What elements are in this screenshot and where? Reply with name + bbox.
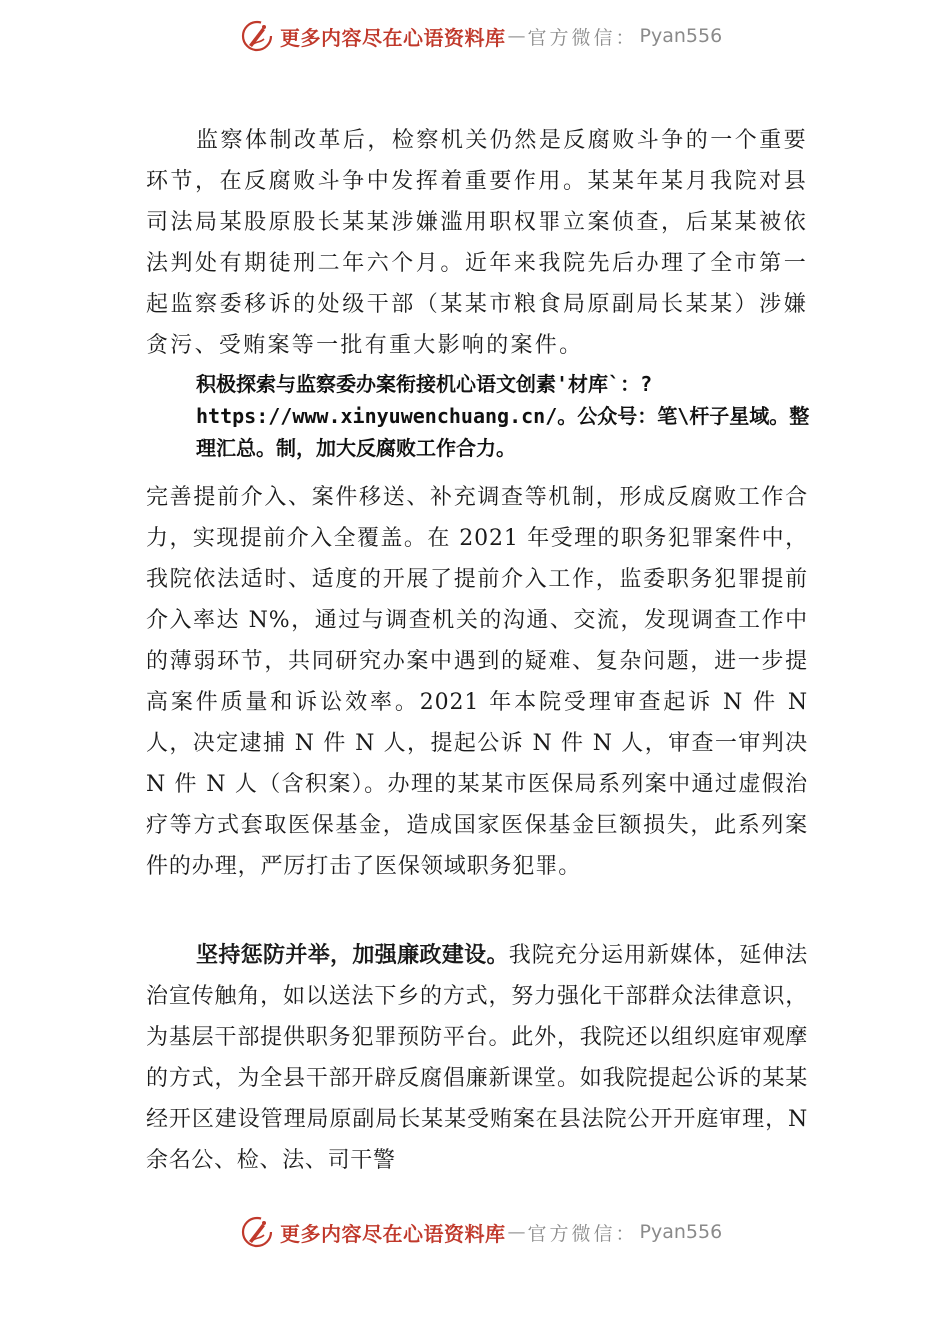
brush-logo-icon (240, 1215, 274, 1249)
brush-logo-icon (240, 19, 274, 53)
banner-official-label: 官方微信： (527, 26, 638, 49)
banner-official-label: 官方微信： (527, 1222, 638, 1245)
banner-dash: — (507, 1221, 526, 1243)
banner-wechat-id: Pyan556 (639, 25, 723, 47)
paragraph-2: 完善提前介入、案件移送、补充调查等机制，形成反腐败工作合力，实现提前介入全覆盖。在 2021 年受理的职务犯罪案件中，我院依法适时、适度的开展了提前介入工作，监委职务犯罪提前介入率达 N%，通过与调查机关的沟通、交流，发现调查工作中的薄弱环节，共同研究办案中遇到的疑难、复杂问题，进一步提高案件质量和诉讼效率。2021 年本院受理审查起诉 N 件 N 人，决定逮捕 N 件 N 人，提起公诉 N 件 N 人，审查一审判决 N 件 N 人（含积案）。办理的某某市医保局系列案中通过虚假治疗等方式套取医保基金，造成国家医保基金巨额损失，此系列案件的办理，严厉打击了医保领域职务犯罪。 (146, 485, 808, 879)
header-banner (240, 16, 722, 56)
paragraph-3-lead: 坚持惩防并举，加强廉政建设。 (196, 943, 509, 968)
banner-dash: — (507, 25, 526, 47)
section-heading-2: 积极探索与监察委办案衔接机心语文创素'材库`：?https://www.xinyuwenchuang.cn/。公众号：笔\杆子星域。整理汇总。制，加大反腐败工作合力。 (196, 372, 810, 460)
paragraph-3-text: 我院充分运用新媒体，延伸法治宣传触角，如以送法下乡的方式，努力强化干部群众法律意识，为基层干部提供职务犯罪预防平台。此外，我院还以组织庭审观摩的方式，为全县干部开辟反腐倡廉新课堂。如我院提起公诉的某某经开区建设管理局原副局长某某受贿案在县法院公开开庭审理，N 余名公、检、法、司干警 (146, 943, 808, 1173)
paragraph-3 (146, 935, 808, 1181)
paragraph-1: 监察体制改革后，检察机关仍然是反腐败斗争的一个重要环节，在反腐败斗争中发挥着重要作用。某某年某月我院对县司法局某股原股长某某涉嫌滥用职权罪立案侦查，后某某被依法判处有期徒刑二年六个月。近年来我院先后办理了全市第一起监察委移诉的处级干部（某某市粮食局原副局长某某）涉嫌贪污、受贿案等一批有重大影响的案件。 (146, 128, 808, 358)
footer-banner (240, 1212, 722, 1252)
banner-brand-text: 更多内容尽在心语资料库 (280, 25, 506, 50)
banner-brand-text: 更多内容尽在心语资料库 (280, 1221, 506, 1246)
banner-wechat-id: Pyan556 (639, 1221, 723, 1243)
